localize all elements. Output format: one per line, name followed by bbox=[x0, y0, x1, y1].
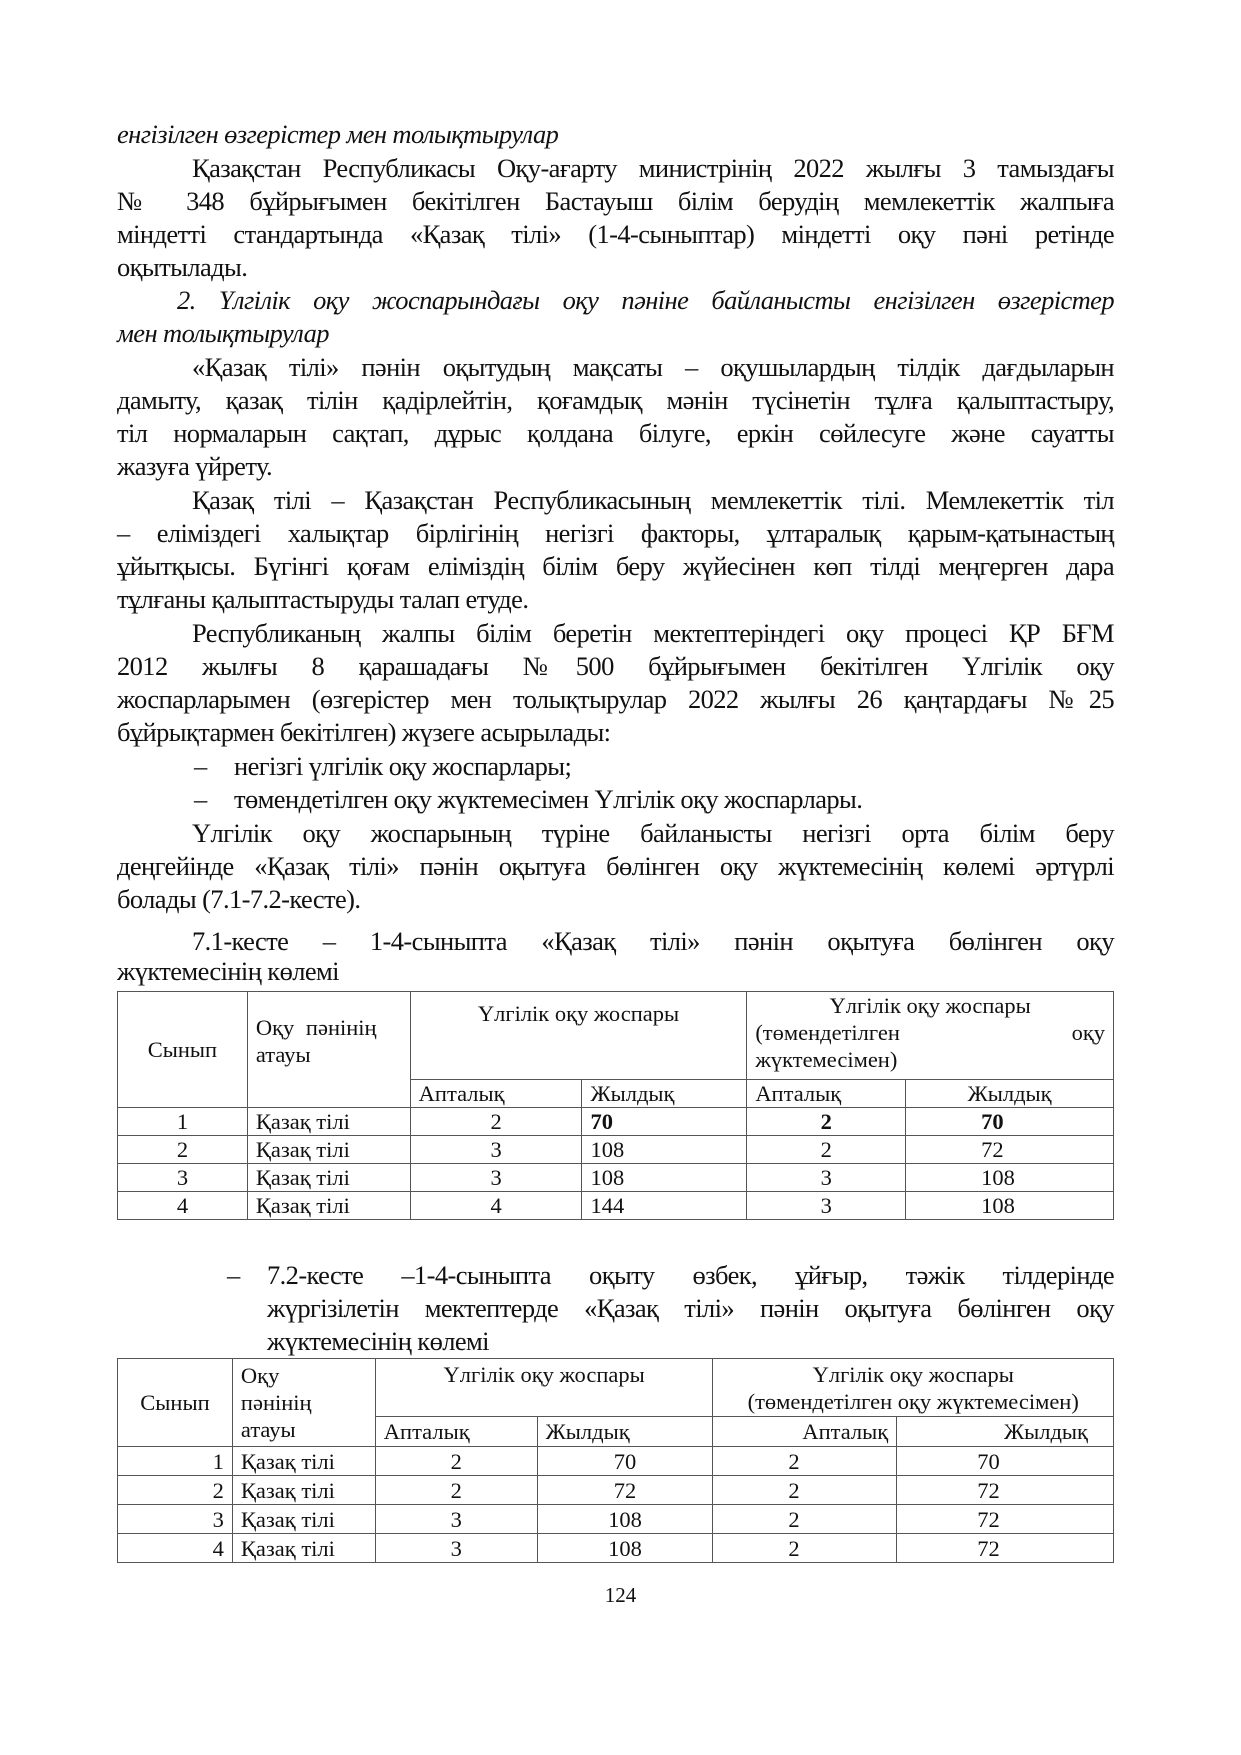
header-std-yearly: Жылдық bbox=[582, 1080, 747, 1108]
paragraph-4-line: Республиканың жалпы білім беретін мектептеріндегі оқу процесі ҚР БҒМ bbox=[192, 618, 1114, 648]
paragraph-2-line: дамыту, қазақ тілін қадірлейтін, қоғамдық мәнін түсінетін тұлға қалыптастыру, bbox=[117, 385, 1114, 415]
paragraph-2-line: тіл нормаларын сақтап, дұрыс қолдана білуге, еркін сөйлесуге және сауатты bbox=[117, 418, 1114, 448]
table-2-caption: жүктемесінің көлемі bbox=[267, 1326, 489, 1356]
header-subject-line: пәнінің bbox=[240, 1390, 312, 1415]
header-standard-plan: Үлгілік оқу жоспары bbox=[410, 992, 747, 1080]
cell-std-yearly: 108 bbox=[537, 1505, 713, 1534]
cell-std-weekly: 3 bbox=[375, 1534, 537, 1563]
cell-grade: 4 bbox=[118, 1192, 248, 1220]
cell-grade: 3 bbox=[118, 1505, 233, 1534]
paragraph-3-line: ұйытқысы. Бүгінгі қоғам еліміздің білім беру жүйесінен көп тілді меңгерген дара bbox=[117, 551, 1114, 581]
caption-dash: – bbox=[227, 1260, 240, 1290]
cell-grade: 2 bbox=[118, 1136, 248, 1164]
header-grade: Сынып bbox=[118, 1359, 233, 1447]
cell-red-yearly: 72 bbox=[897, 1505, 1114, 1534]
paragraph-2-line: жазуға үйрету. bbox=[117, 451, 272, 481]
cell-red-yearly: 70 bbox=[897, 1447, 1114, 1476]
header-reduced-line: Үлгілік оқу жоспары bbox=[829, 993, 1031, 1018]
cell-std-weekly: 3 bbox=[410, 1164, 582, 1192]
cell-std-yearly: 144 bbox=[582, 1192, 747, 1220]
cell-red-yearly: 72 bbox=[906, 1136, 1114, 1164]
cell-std-weekly: 3 bbox=[410, 1136, 582, 1164]
header-std-weekly: Апталық bbox=[375, 1417, 537, 1447]
table-1-caption: 7.1-кесте – 1-4-сыныпта «Қазақ тілі» пәнін оқытуға бөлінген оқу bbox=[192, 926, 1114, 956]
cell-red-yearly: 72 bbox=[897, 1476, 1114, 1505]
table-row bbox=[118, 1192, 1114, 1220]
section-heading-2: мен толықтырулар bbox=[117, 318, 329, 348]
cell-subject: Қазақ тілі bbox=[232, 1534, 375, 1563]
table-2-caption: жүргізілетін мектептерде «Қазақ тілі» пәнін оқытуға бөлінген оқу bbox=[267, 1293, 1114, 1323]
table-row bbox=[118, 1534, 1114, 1563]
cell-subject: Қазақ тілі bbox=[247, 1108, 410, 1136]
paragraph-4-line: бұйрықтармен бекітілген) жүзеге асырылады: bbox=[117, 717, 611, 747]
table-row bbox=[118, 1447, 1114, 1476]
header-reduced-line: жүктемесімен) bbox=[755, 1047, 898, 1072]
section-heading-2: 2. Үлгілік оқу жоспарындағы оқу пәніне байланысты енгізілген өзгерістер bbox=[177, 285, 1114, 315]
table-7-2 bbox=[117, 1358, 1114, 1563]
cell-std-weekly: 4 bbox=[410, 1192, 582, 1220]
cell-std-yearly: 108 bbox=[582, 1164, 747, 1192]
header-standard-plan: Үлгілік оқу жоспары bbox=[375, 1359, 713, 1417]
paragraph-3-line: тұлғаны қалыптастыруды талап етуде. bbox=[117, 584, 529, 614]
table-2-caption: 7.2-кесте –1-4-сыныпта оқыту өзбек, ұйғыр, тәжік тілдерінде bbox=[267, 1260, 1114, 1290]
paragraph-5-line: Үлгілік оқу жоспарының түріне байланысты негізгі орта білім беру bbox=[192, 818, 1114, 848]
paragraph-1-line: № 348 бұйрығымен бекітілген Бастауыш білім берудің мемлекеттік жалпыға bbox=[117, 186, 1114, 216]
paragraph-2-line: «Қазақ тілі» пәнін оқытудың мақсаты – оқушылардың тілдік дағдыларын bbox=[192, 352, 1114, 382]
header-subject-line: Оқу bbox=[240, 1363, 280, 1388]
cell-grade: 1 bbox=[118, 1447, 233, 1476]
cell-subject: Қазақ тілі bbox=[232, 1447, 375, 1476]
header-red-yearly: Жылдық bbox=[906, 1080, 1114, 1108]
table-row bbox=[118, 1505, 1114, 1534]
cell-subject: Қазақ тілі bbox=[232, 1476, 375, 1505]
header-subject-line: атауы bbox=[240, 1417, 296, 1442]
cell-red-yearly: 108 bbox=[906, 1164, 1114, 1192]
cell-red-yearly: 108 bbox=[906, 1192, 1114, 1220]
paragraph-1-line: міндетті стандартында «Қазақ тілі» (1-4-сыныптар) міндетті оқу пәні ретінде bbox=[117, 219, 1114, 249]
cell-red-weekly: 2 bbox=[713, 1505, 897, 1534]
cell-std-weekly: 2 bbox=[375, 1476, 537, 1505]
cell-red-weekly: 3 bbox=[747, 1192, 906, 1220]
cell-subject: Қазақ тілі bbox=[232, 1505, 375, 1534]
cell-red-weekly: 2 bbox=[713, 1447, 897, 1476]
cell-std-weekly: 3 bbox=[375, 1505, 537, 1534]
cell-red-weekly: 2 bbox=[713, 1476, 897, 1505]
cell-red-weekly: 2 bbox=[747, 1136, 906, 1164]
cell-red-weekly: 3 bbox=[747, 1164, 906, 1192]
list-bullet-dash: – bbox=[194, 751, 207, 781]
cell-std-yearly: 70 bbox=[582, 1108, 747, 1136]
cell-subject: Қазақ тілі bbox=[247, 1192, 410, 1220]
paragraph-3-line: – еліміздегі халықтар бірлігінің негізгі факторы, ұлтаралық қарым-қатынастың bbox=[117, 518, 1114, 548]
table-header-row bbox=[118, 1359, 1114, 1417]
table-header-row bbox=[118, 992, 1114, 1080]
header-std-weekly: Апталық bbox=[410, 1080, 582, 1108]
cell-red-weekly: 2 bbox=[713, 1534, 897, 1563]
cell-red-yearly: 70 bbox=[906, 1108, 1114, 1136]
cell-red-weekly: 2 bbox=[747, 1108, 906, 1136]
paragraph-5-line: болады (7.1-7.2-кесте). bbox=[117, 884, 361, 914]
table-7-1 bbox=[117, 991, 1114, 1220]
cell-grade: 2 bbox=[118, 1476, 233, 1505]
header-red-weekly: Апталық bbox=[713, 1417, 897, 1447]
section-heading-1: енгізілген өзгерістер мен толықтырулар bbox=[117, 119, 559, 149]
cell-std-yearly: 108 bbox=[582, 1136, 747, 1164]
paragraph-5-line: деңгейінде «Қазақ тілі» пәнін оқытуға бөлінген оқу жүктемесінің көлемі әртүрлі bbox=[117, 851, 1114, 881]
paragraph-3-line: Қазақ тілі – Қазақстан Республикасының мемлекеттік тілі. Мемлекеттік тіл bbox=[192, 485, 1114, 515]
header-red-weekly: Апталық bbox=[747, 1080, 906, 1108]
cell-subject: Қазақ тілі bbox=[247, 1136, 410, 1164]
table-row bbox=[118, 1108, 1114, 1136]
cell-grade: 1 bbox=[118, 1108, 248, 1136]
cell-std-weekly: 2 bbox=[410, 1108, 582, 1136]
header-subject bbox=[232, 1359, 375, 1447]
cell-grade: 3 bbox=[118, 1164, 248, 1192]
cell-std-yearly: 108 bbox=[537, 1534, 713, 1563]
header-reduced-plan bbox=[747, 992, 1114, 1080]
header-subject bbox=[247, 992, 410, 1108]
header-reduced-plan bbox=[713, 1359, 1114, 1417]
table-row bbox=[118, 1476, 1114, 1505]
header-std-yearly: Жылдық bbox=[537, 1417, 713, 1447]
header-reduced-line bbox=[755, 1019, 1105, 1046]
header-reduced-word: оқу bbox=[1071, 1020, 1105, 1045]
table-1-caption: жүктемесінің көлемі bbox=[117, 956, 339, 986]
paragraph-4-line: 2012 жылғы 8 қарашадағы №500 бұйрығымен бекітілген Үлгілік оқу bbox=[117, 651, 1114, 681]
cell-subject: Қазақ тілі bbox=[247, 1164, 410, 1192]
table-row bbox=[118, 1164, 1114, 1192]
header-subject-line: Оқу пәнінің bbox=[255, 1015, 377, 1040]
cell-grade: 4 bbox=[118, 1534, 233, 1563]
header-subject-line: атауы bbox=[255, 1042, 311, 1067]
list-item: төмендетілген оқу жүктемесімен Үлгілік оқу жоспарлары. bbox=[234, 784, 863, 814]
header-reduced-line: Үлгілік оқу жоспары bbox=[812, 1361, 1014, 1387]
header-grade: Сынып bbox=[118, 992, 248, 1108]
header-reduced-line: (төмендетілген оқу жүктемесімен) bbox=[747, 1388, 1079, 1414]
header-red-yearly: Жылдық bbox=[897, 1417, 1114, 1447]
list-bullet-dash: – bbox=[194, 784, 207, 814]
paragraph-1-line: Қазақстан Республикасы Оқу-ағарту министрінің 2022 жылғы 3 тамыздағы bbox=[192, 153, 1114, 183]
list-item: негізгі үлгілік оқу жоспарлары; bbox=[234, 751, 572, 781]
table-row bbox=[118, 1136, 1114, 1164]
cell-red-yearly: 72 bbox=[897, 1534, 1114, 1563]
header-reduced-word: (төмендетілген bbox=[755, 1020, 900, 1045]
page-number: 124 bbox=[604, 1583, 637, 1607]
cell-std-yearly: 72 bbox=[537, 1476, 713, 1505]
cell-std-yearly: 70 bbox=[537, 1447, 713, 1476]
paragraph-1-line: оқытылады. bbox=[117, 252, 248, 282]
cell-std-weekly: 2 bbox=[375, 1447, 537, 1476]
paragraph-4-line: жоспарларымен (өзгерістер мен толықтырулар 2022 жылғы 26 қаңтардағы №25 bbox=[117, 684, 1114, 714]
